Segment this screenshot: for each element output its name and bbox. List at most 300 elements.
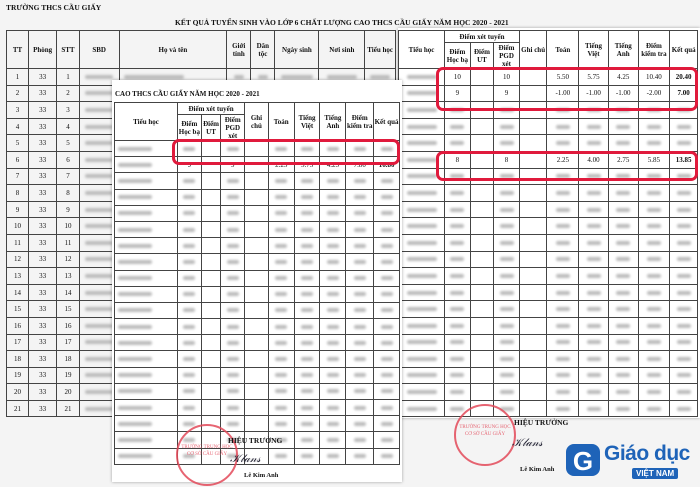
table-row [115,416,400,432]
cell-hoc-ba [177,383,201,399]
cell-toan [547,234,579,251]
cell-ghi-chu [519,201,547,218]
table-row [399,234,698,251]
cell-hoc-ba [177,400,201,416]
cell-tieng-anh [608,251,638,268]
cell-stt: 20 [57,384,79,401]
cell-ut [201,254,221,270]
cell-ut [201,189,221,205]
cell-phong: 33 [29,135,57,152]
cell-kiem-tra [346,270,374,286]
cell-pgd [221,351,245,367]
giaoduc-logo [560,436,700,487]
cell-pgd [221,254,245,270]
cell-ghi-chu [519,301,547,318]
cell-hoc-ba [445,201,471,218]
cell-ket-qua [670,334,698,351]
cell-ghi-chu [519,367,547,384]
cell-ket-qua [374,173,400,189]
cell-tieu-hoc [399,317,445,334]
cell-tt: 1 [7,69,29,86]
table-row [115,270,400,286]
cell-tt: 17 [7,334,29,351]
table-row [115,400,400,416]
cell-tt: 3 [7,102,29,119]
cell-kiem-tra [638,268,670,285]
cell-tieu-hoc [115,238,178,254]
cell-ut [201,335,221,351]
table-row [115,319,400,335]
cell-tieng-anh [608,218,638,235]
cell-ghi-chu [519,118,547,135]
school-name: TRƯỜNG THCS CẦU GIẤY [6,3,102,12]
middle-title: CAO THCS CẦU GIẤY NĂM HỌC 2020 - 2021 [115,90,260,98]
cell-ket-qua [670,251,698,268]
cell-tieng-anh [608,234,638,251]
cell-hoc-ba [445,301,471,318]
cell-toan [547,251,579,268]
cell-tieu-hoc [115,173,178,189]
cell-kiem-tra [346,302,374,318]
cell-toan [268,367,294,383]
cell-ghi-chu [245,173,269,189]
cell-tt: 14 [7,284,29,301]
cell-stt: 14 [57,284,79,301]
cell-ghi-chu [245,286,269,302]
cell-stt: 18 [57,351,79,368]
r-col-tieng-viet: Tiếng Việt [579,31,609,69]
cell-toan [547,334,579,351]
cell-kiem-tra [346,448,374,464]
cell-tieng-anh [320,302,346,318]
main-title: KẾT QUẢ TUYỂN SINH VÀO LỚP 6 CHẤT LƯỢNG CAO THCS CẦU GIẤY NĂM HỌC 2020 - 2021 [175,18,509,27]
cell-hoc-ba [177,319,201,335]
cell-phong: 33 [29,102,57,119]
cell-tieng-viet [294,448,320,464]
cell-ut [201,205,221,221]
col-stt: STT [57,31,79,69]
cell-tieng-viet [294,416,320,432]
cell-tieng-anh [608,317,638,334]
cell-ket-qua [374,221,400,237]
cell-tieng-viet [294,270,320,286]
cell-tieng-viet: -1.00 [579,85,609,102]
cell-tt: 11 [7,234,29,251]
m-col-pgd: Điểm PGD xét [221,115,245,141]
cell-tieng-viet [294,400,320,416]
cell-ket-qua [374,448,400,464]
r-col-pgd: Điểm PGD xét [494,43,520,69]
cell-toan [268,383,294,399]
cell-ghi-chu [245,319,269,335]
table-row [115,238,400,254]
cell-tieng-viet: 5.75 [579,69,609,86]
cell-tieng-viet [579,218,609,235]
cell-tieu-hoc [399,400,445,417]
cell-tieng-viet [294,335,320,351]
cell-ket-qua [670,301,698,318]
cell-ut [470,234,494,251]
cell-tieng-anh [320,173,346,189]
cell-ghi-chu [519,334,547,351]
cell-hoc-ba [177,351,201,367]
cell-kiem-tra [638,384,670,401]
cell-tieng-anh [608,384,638,401]
cell-ket-qua: 7.00 [670,85,698,102]
cell-phong: 33 [29,185,57,202]
cell-tieng-viet [294,173,320,189]
cell-toan [547,301,579,318]
cell-toan [268,448,294,464]
table-row [399,251,698,268]
cell-toan [268,173,294,189]
cell-pgd: 9 [221,157,245,173]
cell-hoc-ba [177,286,201,302]
cell-stt: 4 [57,118,79,135]
table-row [115,335,400,351]
cell-hoc-ba [177,302,201,318]
cell-tieng-viet [294,221,320,237]
cell-toan [268,286,294,302]
cell-pgd [494,118,520,135]
table-row [399,317,698,334]
cell-ket-qua [374,319,400,335]
cell-kiem-tra [638,201,670,218]
cell-pgd [494,185,520,202]
cell-ghi-chu [245,205,269,221]
cell-stt: 7 [57,168,79,185]
cell-tieng-anh [608,301,638,318]
cell-tieu-hoc [115,270,178,286]
cell-tieng-viet [294,238,320,254]
cell-ut [470,135,494,152]
cell-kiem-tra [346,400,374,416]
cell-pgd [494,218,520,235]
cell-hoc-ba [177,335,201,351]
cell-pgd [494,367,520,384]
r-col-ket-qua: Kết quả [670,31,698,69]
cell-tieng-anh: -1.00 [608,85,638,102]
cell-pgd [494,234,520,251]
cell-stt: 12 [57,251,79,268]
cell-hoc-ba [445,234,471,251]
cell-kiem-tra [638,284,670,301]
m-col-ket-qua: Kết quả [374,103,400,141]
cell-tieng-anh [320,335,346,351]
cell-toan [547,185,579,202]
col-ngay-sinh: Ngày sinh [275,31,319,69]
cell-toan [547,268,579,285]
m-col-group: Điểm xét tuyển [177,103,244,115]
cell-tieng-anh [320,351,346,367]
cell-tt: 19 [7,367,29,384]
cell-toan: 5.50 [547,69,579,86]
cell-ut [470,351,494,368]
cell-pgd [221,221,245,237]
table-row [399,118,698,135]
cell-tieu-hoc [399,268,445,285]
cell-tieng-viet [579,284,609,301]
cell-ghi-chu [245,238,269,254]
cell-ghi-chu [245,351,269,367]
cell-kiem-tra [346,189,374,205]
cell-ut [470,334,494,351]
cell-tieu-hoc [399,185,445,202]
cell-tieng-viet [294,302,320,318]
cell-toan [268,238,294,254]
cell-tieng-anh [608,334,638,351]
cell-hoc-ba [445,185,471,202]
cell-ket-qua [374,238,400,254]
cell-ket-qua [374,270,400,286]
cell-ut [201,302,221,318]
cell-tieng-anh [320,286,346,302]
cell-toan: 2.25 [268,157,294,173]
cell-tieu-hoc [115,157,178,173]
cell-hoc-ba: 8 [445,151,471,168]
table-row [115,254,400,270]
cell-ket-qua: 20.40 [670,69,698,86]
r-col-tieng-anh: Tiếng Anh [608,31,638,69]
cell-tieng-anh [608,284,638,301]
cell-kiem-tra [346,383,374,399]
cell-pgd [494,351,520,368]
cell-tt: 8 [7,185,29,202]
cell-toan [268,189,294,205]
cell-ghi-chu [245,367,269,383]
cell-ut [201,173,221,189]
cell-tieng-anh: 4.25 [320,157,346,173]
cell-tieng-anh [608,135,638,152]
cell-kiem-tra [638,351,670,368]
cell-ghi-chu [245,383,269,399]
table-row [399,334,698,351]
cell-tieng-viet [579,251,609,268]
cell-tieu-hoc [399,251,445,268]
cell-tieng-anh [608,400,638,417]
cell-ut [470,218,494,235]
cell-pgd [221,205,245,221]
cell-ghi-chu [519,268,547,285]
cell-toan [547,118,579,135]
cell-ket-qua [670,367,698,384]
cell-ket-qua [670,201,698,218]
cell-ghi-chu [519,384,547,401]
cell-tieng-anh [320,416,346,432]
cell-toan [547,384,579,401]
cell-toan [268,205,294,221]
cell-kiem-tra [638,185,670,202]
cell-hoc-ba [177,205,201,221]
cell-kiem-tra [346,335,374,351]
cell-phong: 33 [29,69,57,86]
cell-tieu-hoc [115,448,178,464]
r-col-kiem-tra: Điểm kiểm tra [638,31,670,69]
table-row [399,218,698,235]
cell-ut [470,367,494,384]
cell-tieu-hoc [115,221,178,237]
cell-tieng-viet [579,367,609,384]
col-tieu-hoc: Tiểu học [365,31,396,69]
cell-tieng-anh [320,189,346,205]
cell-tieu-hoc [399,384,445,401]
cell-stt: 17 [57,334,79,351]
cell-tieu-hoc [115,302,178,318]
cell-ut [470,268,494,285]
cell-stt: 13 [57,268,79,285]
cell-kiem-tra [346,238,374,254]
cell-ket-qua [670,118,698,135]
cell-ghi-chu [245,400,269,416]
cell-ket-qua [374,205,400,221]
cell-tt: 10 [7,218,29,235]
signature-scribble-middle: 𝒦𝓁𝒶𝓃𝓈 [230,452,261,465]
cell-phong: 33 [29,301,57,318]
cell-hoc-ba [177,189,201,205]
cell-phong: 33 [29,85,57,102]
cell-kiem-tra [346,351,374,367]
cell-stt: 15 [57,301,79,318]
cell-tieng-viet [294,367,320,383]
cell-tieng-anh [320,448,346,464]
cell-tieng-viet [579,334,609,351]
cell-tt: 18 [7,351,29,368]
cell-tieu-hoc [115,400,178,416]
cell-hoc-ba [177,270,201,286]
cell-tieu-hoc [399,218,445,235]
cell-ut [201,221,221,237]
cell-ghi-chu [519,351,547,368]
cell-ket-qua [374,286,400,302]
cell-ghi-chu [519,218,547,235]
cell-tieu-hoc [115,205,178,221]
cell-tieu-hoc [399,284,445,301]
cell-hoc-ba: 9 [177,157,201,173]
cell-hoc-ba [445,118,471,135]
cell-tt: 12 [7,251,29,268]
cell-pgd [494,284,520,301]
cell-hoc-ba [177,367,201,383]
r-col-ut: Điểm UT [470,43,494,69]
cell-tt: 21 [7,400,29,417]
cell-tieng-viet [294,205,320,221]
cell-pgd: 8 [494,151,520,168]
cell-kiem-tra: 5.85 [638,151,670,168]
cell-ket-qua [374,400,400,416]
cell-tt: 7 [7,168,29,185]
cell-ket-qua [374,351,400,367]
cell-pgd [494,268,520,285]
cell-stt: 1 [57,69,79,86]
cell-phong: 33 [29,334,57,351]
cell-stt: 5 [57,135,79,152]
cell-tieu-hoc [115,319,178,335]
stamp-middle: TRƯỜNG TRUNG HỌC CƠ SỞ CẦU GIẤY [176,424,238,486]
m-col-tieu-hoc: Tiểu học [115,103,178,141]
cell-tieu-hoc [399,201,445,218]
cell-pgd [221,173,245,189]
cell-tieu-hoc [399,367,445,384]
cell-pgd [221,383,245,399]
cell-ut [201,400,221,416]
cell-kiem-tra [346,416,374,432]
cell-pgd [221,367,245,383]
table-row [115,189,400,205]
cell-tieng-anh [608,367,638,384]
cell-hoc-ba [445,367,471,384]
cell-ket-qua [670,384,698,401]
table-row [399,201,698,218]
cell-tieng-viet [294,432,320,448]
cell-stt: 6 [57,151,79,168]
table-row [115,302,400,318]
cell-phong: 33 [29,367,57,384]
cell-tieng-viet [579,234,609,251]
cell-tieu-hoc [115,254,178,270]
stamp-right: TRƯỜNG TRUNG HỌC CƠ SỞ CẦU GIẤY [454,404,516,466]
cell-phong: 33 [29,118,57,135]
cell-hoc-ba [445,334,471,351]
cell-pgd [221,400,245,416]
cell-tieu-hoc [115,141,178,157]
cell-phong: 33 [29,284,57,301]
cell-toan [268,319,294,335]
cell-ket-qua [670,317,698,334]
cell-ket-qua [670,185,698,202]
cell-stt: 21 [57,400,79,417]
cell-tieng-anh [320,254,346,270]
cell-ket-qua [374,335,400,351]
cell-ghi-chu [519,135,547,152]
cell-hoc-ba [445,135,471,152]
col-phong: Phòng [29,31,57,69]
cell-toan [547,351,579,368]
cell-toan [547,135,579,152]
cell-tieng-anh: 2.75 [608,151,638,168]
svg-text:G: G [572,446,594,476]
cell-ut [470,201,494,218]
m-col-ut: Điểm UT [201,115,221,141]
cell-ut [201,367,221,383]
cell-pgd [221,286,245,302]
cell-tieu-hoc [115,286,178,302]
cell-ut [470,251,494,268]
cell-ut [470,185,494,202]
cell-phong: 33 [29,317,57,334]
cell-ket-qua [374,367,400,383]
cell-kiem-tra [346,286,374,302]
cell-tieng-viet: 5.75 [294,157,320,173]
cell-tieu-hoc [115,189,178,205]
m-col-tieng-viet: Tiếng Việt [294,103,320,141]
cell-tieng-viet [579,384,609,401]
r-col-ghi-chu: Ghi chú [519,31,547,69]
cell-ut [201,351,221,367]
principal-title-middle: HIỆU TRƯỞNG [228,436,283,445]
cell-stt: 9 [57,201,79,218]
cell-hoc-ba [445,268,471,285]
cell-tieng-anh [320,319,346,335]
cell-tieng-anh [320,383,346,399]
cell-kiem-tra: 7.80 [346,157,374,173]
cell-tieu-hoc [399,118,445,135]
cell-ut [201,319,221,335]
cell-pgd [494,384,520,401]
cell-ket-qua [670,135,698,152]
highlight-middle [172,139,400,165]
cell-kiem-tra: 10.40 [638,69,670,86]
cell-ut [201,383,221,399]
